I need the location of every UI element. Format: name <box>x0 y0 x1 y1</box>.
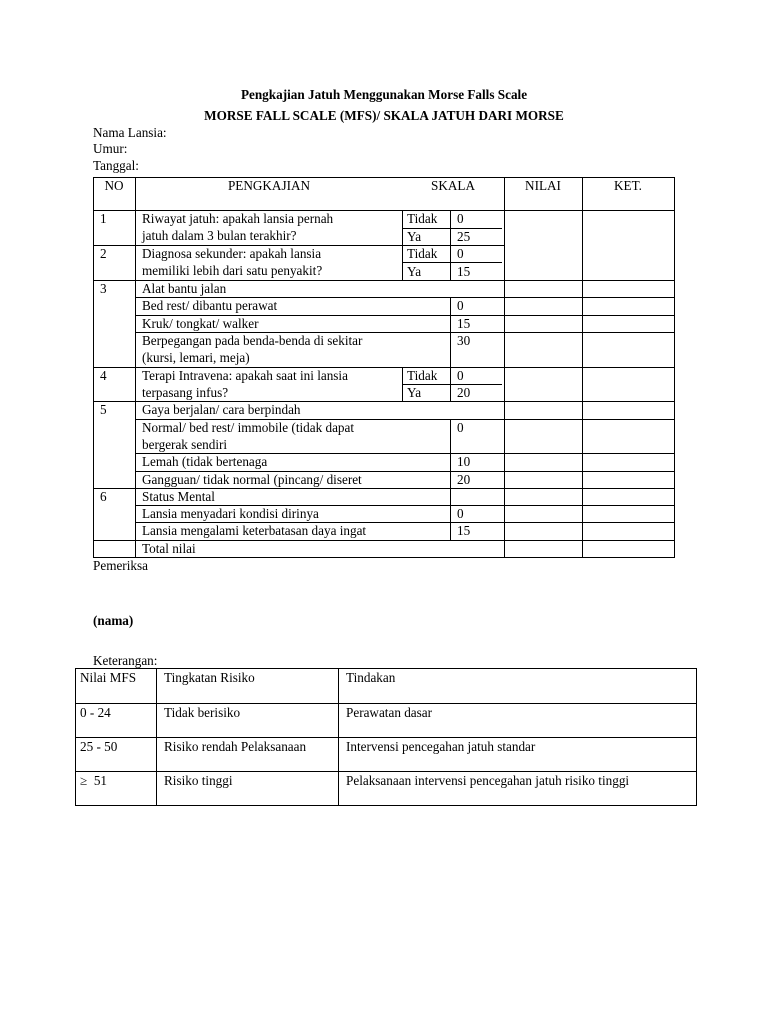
header-nilai-mfs: Nilai MFS <box>80 670 137 685</box>
document-subtitle: MORSE FALL SCALE (MFS)/ SKALA JATUH DARI MORSE <box>204 108 564 123</box>
total-nilai-label: Total nilai <box>142 541 196 556</box>
option-value: 0 <box>457 211 464 226</box>
option-value: 0 <box>457 420 464 435</box>
criterion-option: Gangguan/ tidak normal (pincang/ diseret <box>142 472 362 487</box>
pemeriksa-label: Pemeriksa <box>93 558 148 573</box>
criterion-text: Diagnosa sekunder: apakah lansia <box>142 246 322 261</box>
option-value: 0 <box>457 298 464 313</box>
option-value: 30 <box>457 333 471 348</box>
risk-action: Intervensi pencegahan jatuh standar <box>346 739 536 754</box>
criterion-option: Lansia menyadari kondisi dirinya <box>142 506 319 521</box>
risk-level: Risiko tinggi <box>164 773 233 788</box>
option-label: Tidak <box>407 246 438 261</box>
keterangan-label: Keterangan: <box>93 653 158 668</box>
row-number: 3 <box>100 281 107 296</box>
header-skala: SKALA <box>431 178 475 193</box>
criterion-option: Normal/ bed rest/ immobile (tidak dapat <box>142 420 355 435</box>
option-value: 0 <box>457 368 464 383</box>
criterion-option: Lansia mengalami keterbatasan daya ingat <box>142 523 367 538</box>
option-value: 15 <box>457 523 471 538</box>
risk-action: Pelaksanaan intervensi pencegahan jatuh risiko tinggi <box>346 773 630 788</box>
option-value: 0 <box>457 506 464 521</box>
criterion-heading: Status Mental <box>142 489 215 504</box>
field-umur: Umur: <box>93 141 128 156</box>
option-value: 15 <box>457 264 471 279</box>
option-value: 10 <box>457 454 471 469</box>
header-pengkajian: PENGKAJIAN <box>227 178 311 193</box>
criterion-text: memiliki lebih dari satu penyakit? <box>142 263 323 278</box>
criterion-text: terpasang infus? <box>142 385 229 400</box>
criterion-option: Berpegangan pada benda-benda di sekitar <box>142 333 363 348</box>
option-value: 25 <box>457 229 471 244</box>
criterion-text: Terapi Intravena: apakah saat ini lansia <box>142 368 348 383</box>
header-tindakan: Tindakan <box>346 670 396 685</box>
header-tingkatan-risiko: Tingkatan Risiko <box>164 670 255 685</box>
option-label: Ya <box>407 385 422 400</box>
option-label: Tidak <box>407 368 438 383</box>
risk-score: ≥ 51 <box>80 773 108 788</box>
risk-level: Tidak berisiko <box>164 705 241 720</box>
row-number: 4 <box>100 368 107 383</box>
criterion-option: bergerak sendiri <box>142 437 228 452</box>
option-label: Ya <box>407 229 422 244</box>
row-number: 1 <box>100 211 107 226</box>
option-label: Ya <box>407 264 422 279</box>
criterion-heading: Alat bantu jalan <box>142 281 227 296</box>
field-tanggal: Tanggal: <box>93 158 139 173</box>
row-number: 2 <box>100 246 107 261</box>
header-nilai: NILAI <box>525 178 561 193</box>
nama-placeholder: (nama) <box>93 613 134 628</box>
criterion-text: jatuh dalam 3 bulan terakhir? <box>142 228 297 243</box>
criterion-option: Lemah (tidak bertenaga <box>142 454 268 469</box>
option-value: 20 <box>457 385 471 400</box>
field-nama-lansia: Nama Lansia: <box>93 125 167 140</box>
criterion-option: (kursi, lemari, meja) <box>142 350 250 365</box>
risk-action: Perawatan dasar <box>346 705 433 720</box>
criterion-text: Riwayat jatuh: apakah lansia pernah <box>142 211 334 226</box>
risk-level: Risiko rendah Pelaksanaan <box>164 739 307 754</box>
risk-score: 25 - 50 <box>80 739 118 754</box>
row-number: 6 <box>100 489 107 504</box>
header-no: NO <box>104 178 124 193</box>
option-label: Tidak <box>407 211 438 226</box>
option-value: 20 <box>457 472 471 487</box>
header-ket: KET. <box>614 178 642 193</box>
criterion-option: Kruk/ tongkat/ walker <box>142 316 259 331</box>
document-title: Pengkajian Jatuh Menggunakan Morse Falls Scale <box>240 87 528 102</box>
option-value: 15 <box>457 316 471 331</box>
row-number: 5 <box>100 402 107 417</box>
criterion-heading: Gaya berjalan/ cara berpindah <box>142 402 301 417</box>
risk-score: 0 - 24 <box>80 705 111 720</box>
criterion-option: Bed rest/ dibantu perawat <box>142 298 278 313</box>
option-value: 0 <box>457 246 464 261</box>
